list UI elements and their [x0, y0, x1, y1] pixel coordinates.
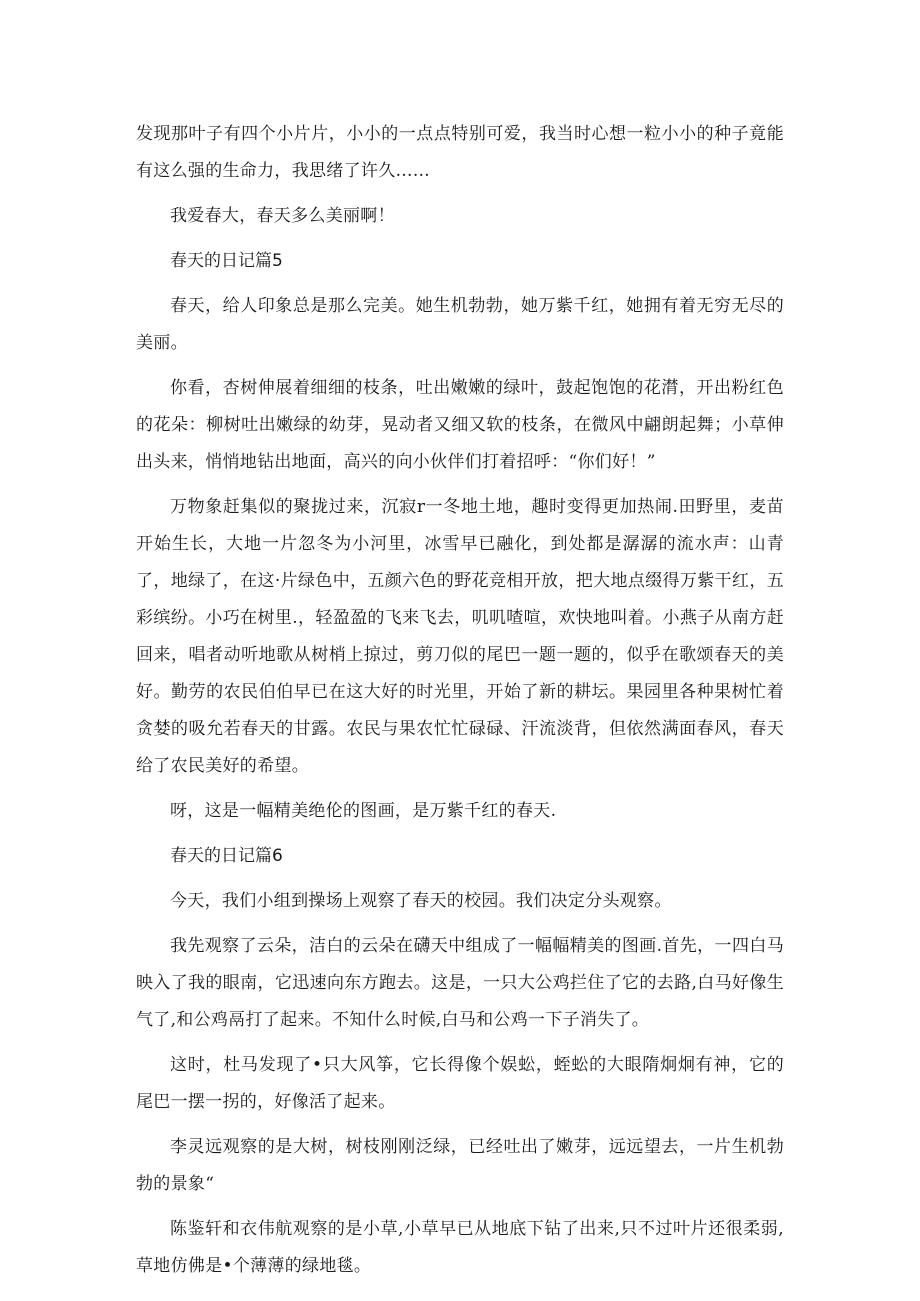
paragraph: 我先观察了云朵，洁白的云朵在礴天中组成了一幅幅精美的图画.首先，一四白马映入了我的眼南，它迅速向东方跑去。这是，一只大公鸡拦住了它的去路,白马好像生气了,和公鸡鬲打了起来。不知什么时候,白马和公鸡一下子消失了。 — [136, 936, 784, 1030]
paragraph: 李灵远观察的是大树，树枝刚刚泛绿，已经吐出了嫩芽，远远望去，一片生机勃勃的景象“ — [136, 1137, 784, 1194]
paragraph: 呀，这是一幅精美绝伦的图画，是万紫千红的春天. — [170, 801, 557, 821]
paragraph: 这时，杜马发现了•只大风筝，它长得像个娱蚣，蛭蚣的大眼隋炯炯有神，它的尾巴一摆一拐的，好像活了起来。 — [136, 1055, 784, 1112]
section-heading: 春天的日记篇6 — [170, 846, 283, 866]
paragraph: 今天，我们小组到操场上观察了春天的校园。我们决定分头观察。 — [170, 891, 672, 911]
paragraph: 我爱春大，春天多么美丽啊！ — [170, 206, 395, 226]
section-heading: 春天的日记篇5 — [170, 251, 283, 271]
paragraph: 发现那叶子有四个小片片，小小的一点点特别可爱，我当时心想一粒小小的种子竟能有这么强的生命力，我思绪了许久…… — [136, 124, 784, 181]
paragraph: 陈鉴轩和衣伟航观察的是小草,小草早已从地底下钻了出来,只不过叶片还很柔弱,草地仿佛是•个薄薄的绿地毯。 — [136, 1219, 784, 1276]
paragraph: 你看，杏树伸展着细细的枝条，吐出嫩嫩的绿叶，鼓起饱饱的花潸，开出粉红色的花朵：柳树吐出嫩绿的幼芽，晃动者又细又软的枝条，在微风中翩朗起舞；小草伸出头来，悄悄地钻出地面，高兴的向小伙伴们打着招呼：“你们好！” — [136, 378, 784, 472]
document-body — [136, 116, 784, 1293]
paragraph: 万物象赶集似的聚拢过来，沉寂r一冬地土地，趣时变得更加热闹.田野里，麦苗开始生长，大地一片忽冬为小河里，冰雪早已融化，到处都是潺潺的流水声：山青了，地绿了，在这·片绿色中，五颜六色的野花竞相开放，把大地点缀得万紫干红，五彩缤纷。小巧在树里.，轻盈盈的飞来飞去，叽叽喳喧，欢快地叫着。小燕子从南方赶回来，唱者动听地歌从树梢上掠过，剪刀似的尾巴一题一题的，似乎在歌颂春天的美好。勤劳的农民伯伯早已在这大好的时光里，开始了新的耕坛。果园里各种果树忙着贪婪的吸允若春天的甘露。农民与果农忙忙碌碌、汗流淡背，但依然满面春风，春天给了农民美好的希望。 — [136, 497, 784, 776]
paragraph: 春天，给人印象总是那么完美。她生机勃勃，她万紫千红，她拥有着无穷无尽的美丽。 — [136, 296, 784, 353]
